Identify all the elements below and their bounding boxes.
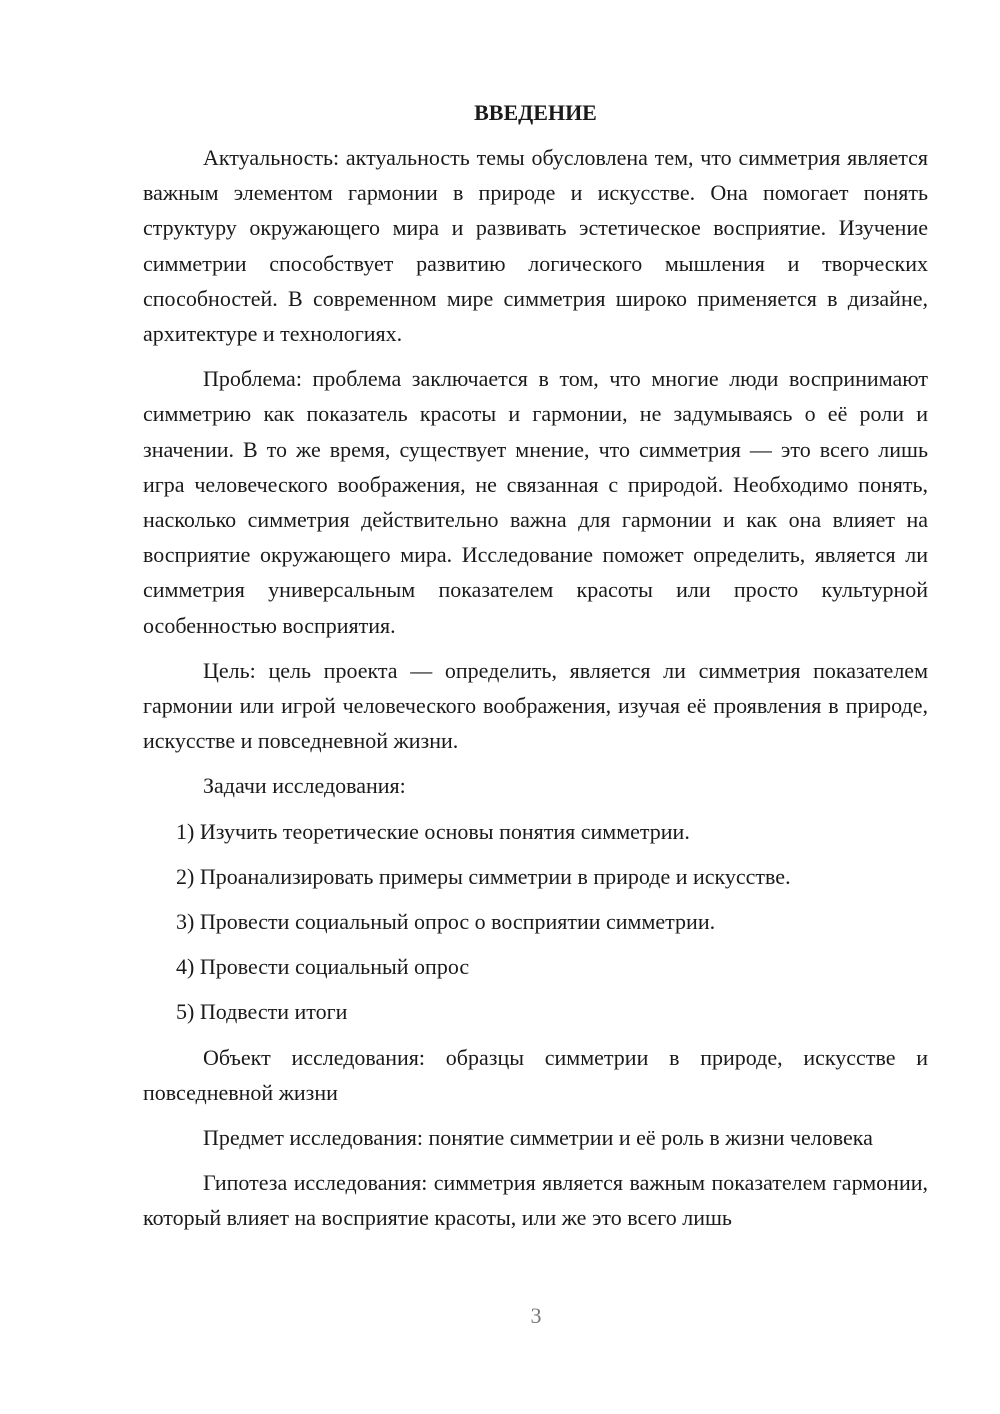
task-item: 3) Провести социальный опрос о восприятии симметрии. [176,909,716,935]
tasks-list [143,814,928,1030]
paragraph-problem: Проблема: проблема заключается в том, что многие люди воспринимают симметрию как показатель красоты и гармонии, не задумываясь о её роли и значении. В то же время, существует мнение, что симметрия — это всего лишь игра человеческого воображения, не связанная с природой. Необходимо понять, насколько симметрия действительно важна для гармонии и как она влияет на восприятие окружающего мира. Исследование поможет определить, является ли симметрия универсальным показателем красоты или просто культурной особенностью восприятия. [143,366,928,638]
task-item: 2) Проанализировать примеры симметрии в природе и искусстве. [176,863,791,889]
task-item: 1) Изучить теоретические основы понятия симметрии. [176,818,690,844]
tasks-heading: Задачи исследования: [203,773,406,799]
task-item: 4) Провести социальный опрос [176,954,470,980]
paragraph-relevance: Актуальность: актуальность темы обусловлена тем, что симметрия является важным элементом гармонии в природе и искусстве. Она помогает понять структуру окружающего мира и развивать эстетическое восприятие. Изучение симметрии способствует развитию логического мышления и творческих способностей. В современном мире симметрия широко применяется в дизайне, архитектуре и технологиях. [143,145,928,347]
document-page [143,95,928,1246]
paragraph-goal: Цель: цель проекта — определить, является ли симметрия показателем гармонии или игрой человеческого воображения, изучая её проявления в природе, искусстве и повседневной жизни. [143,657,928,754]
paragraph-object: Объект исследования: образцы симметрии в природе, искусстве и повседневной жизни [143,1044,928,1105]
section-title: ВВЕДЕНИЕ [474,100,597,125]
paragraph-hypothesis: Гипотеза исследования: симметрия является важным показателем гармонии, который влияет на восприятие красоты, или же это всего лишь [143,1170,928,1231]
task-item: 5) Подвести итоги [176,999,348,1025]
paragraph-subject: Предмет исследования: понятие симметрии и её роль в жизни человека [203,1125,873,1151]
page-number: 3 [530,1303,542,1328]
